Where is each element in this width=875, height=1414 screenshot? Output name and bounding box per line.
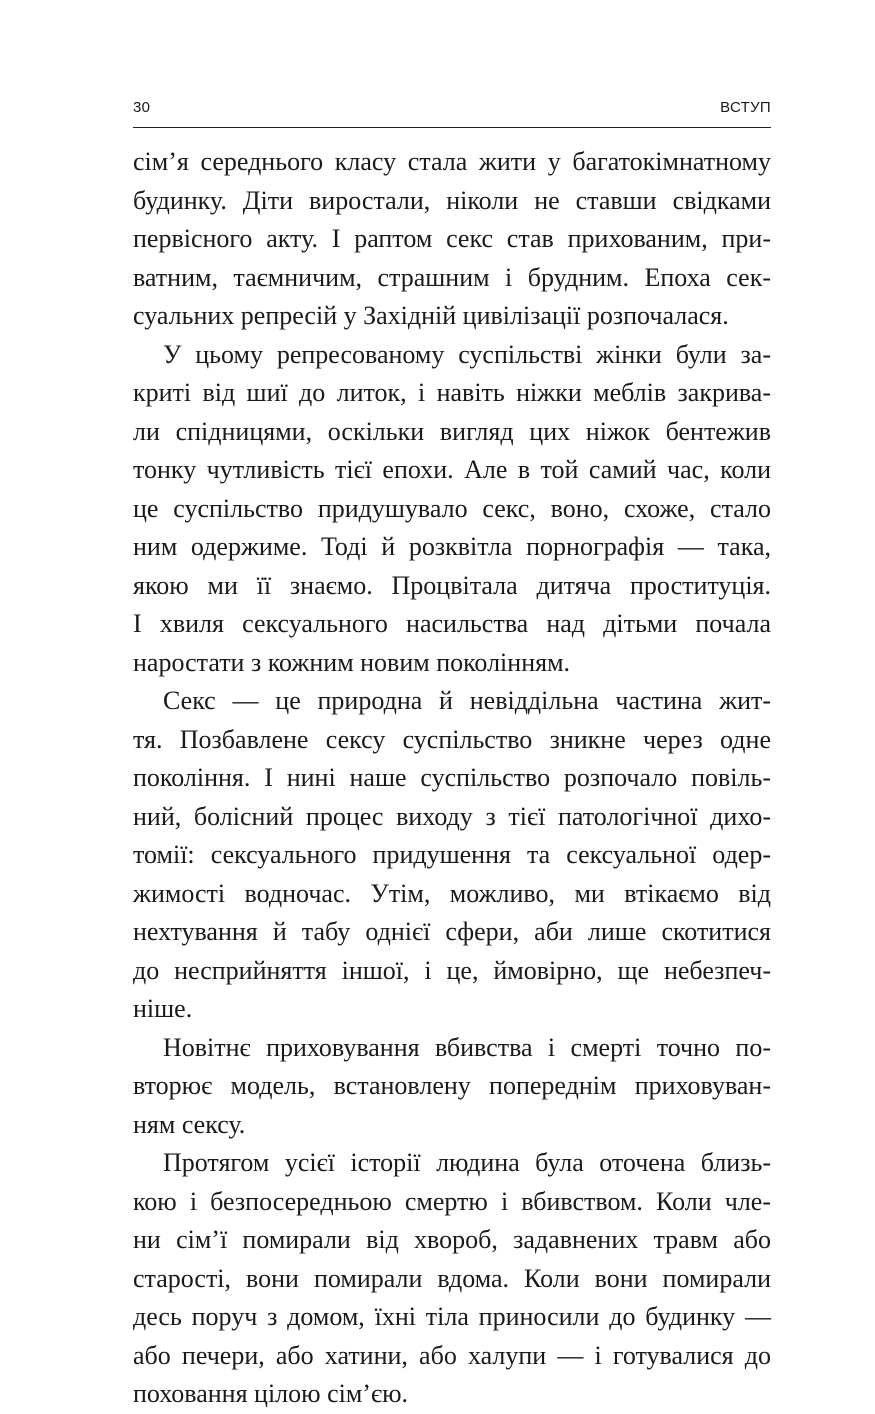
text-line: поховання цілою сім’єю.	[133, 1379, 409, 1408]
body-text	[133, 143, 771, 1414]
text-line: ни сім’ї помирали від хвороб, задавнених травм або	[133, 1225, 771, 1254]
text-line: десь поруч з домом, їхні тіла приносили до будинку —	[133, 1302, 771, 1331]
text-line: ням сексу.	[133, 1109, 246, 1139]
header-rule	[133, 127, 771, 128]
text-line: наростати з кожним новим поколінням.	[133, 647, 571, 677]
text-line: сім’я середнього класу стала жити у багатокімнатному	[133, 147, 771, 176]
text-line: первісного акту. І раптом секс став прихованим, при-	[133, 224, 771, 253]
text-line: ний, болісний процес виходу з тієї патологічної дихо-	[133, 801, 771, 831]
paragraph	[133, 1144, 771, 1414]
paragraph	[133, 336, 771, 683]
text-line: томії: сексуального придушення та сексуальної одер-	[133, 840, 771, 869]
text-line: будинку. Діти виростали, ніколи не ставши свідками	[133, 185, 771, 215]
text-line: або печери, або хатини, або халупи — і готувалися до	[133, 1340, 771, 1370]
text-line: ватним, таємничим, страшним і брудним. Епоха сек-	[133, 262, 771, 292]
page-header	[133, 99, 771, 121]
text-line: вторює модель, встановлену попереднім приховуван-	[133, 1071, 771, 1100]
text-line: нехтування й табу однієї сфери, аби лише скотитися	[133, 917, 771, 946]
text-line: до несприйняття іншої, і це, ймовірно, ще небезпеч-	[133, 955, 771, 985]
text-line: тонку чутливість тієї епохи. Але в той самий час, коли	[133, 455, 771, 484]
text-line: старості, вони помирали вдома. Коли вони помирали	[133, 1263, 771, 1293]
paragraph	[133, 682, 771, 1029]
paragraph	[133, 143, 771, 336]
text-line: Секс — це природна й невіддільна частина жит-	[163, 686, 771, 715]
text-line: Протягом усієї історії людина була оточена близь-	[163, 1148, 771, 1177]
page-number: 30	[133, 99, 151, 116]
text-line: кою і безпосередньою смертю і вбивством. Коли чле-	[133, 1186, 771, 1216]
text-line: це суспільство придушувало секс, воно, схоже, стало	[133, 493, 771, 523]
text-line: У цьому репресованому суспільстві жінки були за-	[163, 339, 771, 369]
text-line: тя. Позбавлене сексу суспільство зникне через одне	[133, 724, 771, 754]
text-line: ним одержиме. Тоді й розквітла порнографія — така,	[133, 532, 771, 561]
text-line: жимості водночас. Утім, можливо, ми втікаємо від	[133, 878, 771, 908]
text-line: І хвиля сексуального насильства над дітьми почала	[133, 609, 771, 638]
text-line: ли спідницями, оскільки вигляд цих ніжок бентежив	[133, 416, 771, 446]
text-line: ніше.	[133, 994, 193, 1023]
text-line: якою ми її знаємо. Процвітала дитяча проституція.	[133, 570, 771, 600]
text-line: криті від шиї до литок, і навіть ніжки меблів закрива-	[133, 378, 771, 407]
text-line: покоління. І нині наше суспільство розпочало повіль-	[133, 763, 771, 792]
paragraph	[133, 1029, 771, 1145]
text-line: суальних репресій у Західній цивілізації розпочалася.	[133, 301, 729, 330]
running-head: ВСТУП	[720, 99, 771, 116]
text-line: Новітнє приховування вбивства і смерті точно по-	[163, 1032, 771, 1062]
